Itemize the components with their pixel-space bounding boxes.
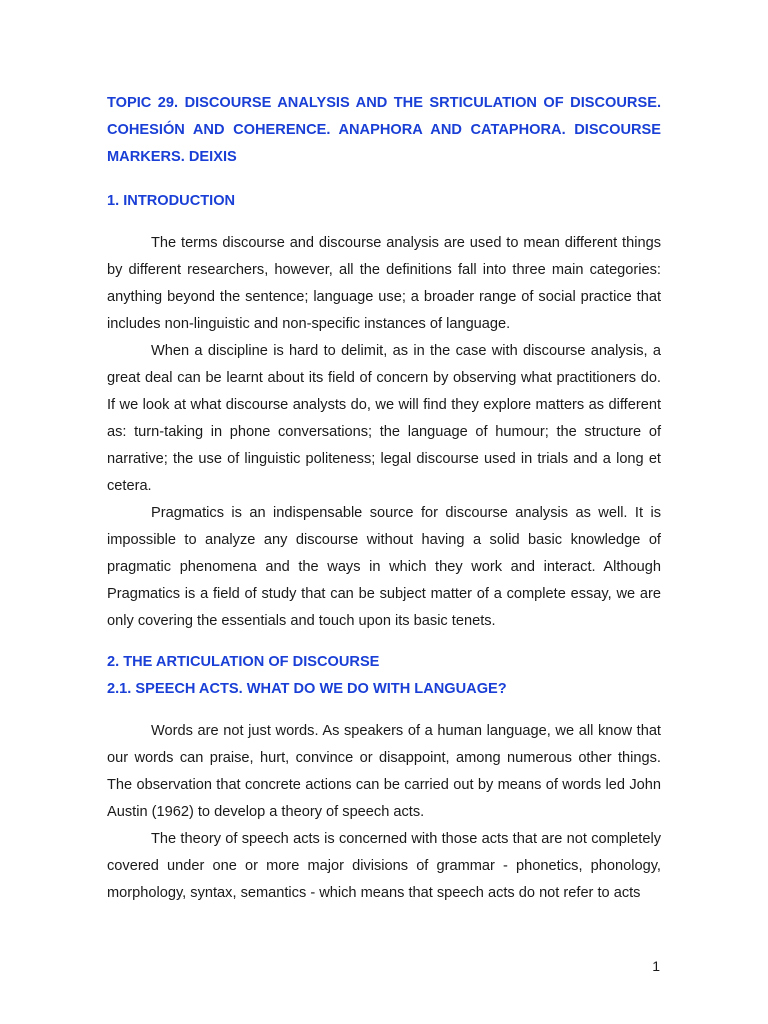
speech-acts-body (107, 718, 661, 907)
section-heading-introduction: 1. INTRODUCTION (107, 193, 236, 209)
introduction-body (107, 230, 661, 635)
page-number: 1 (652, 958, 660, 974)
paragraph: When a discipline is hard to delimit, as in the case with discourse analysis, a great deal can be learnt about its field of concern by observing what practitioners do. If we look at what discourse analysts do, we will find they explore matters as different as: turn-taking in phone conversations; the language of humour; the structure of narrative; the use of linguistic politeness; legal discourse used in trials and a long et cetera. (107, 343, 661, 494)
paragraph: The terms discourse and discourse analysis are used to mean different things by different researchers, however, all the definitions fall into three main categories: anything beyond the sentence; language use; a broader range of social practice that includes non-linguistic and non-specific instances of language. (107, 235, 661, 332)
section-heading-articulation: 2. THE ARTICULATION OF DISCOURSE (107, 654, 380, 670)
paragraph: Words are not just words. As speakers of a human language, we all know that our words can praise, hurt, convince or disappoint, among numerous other things. The observation that concrete actions can be carried out by means of words led John Austin (1962) to develop a theory of speech acts. (107, 723, 661, 820)
page-content (107, 90, 661, 921)
paragraph: The theory of speech acts is concerned with those acts that are not completely covered under one or more major divisions of grammar - phonetics, phonology, morphology, syntax, semantics - which means that speech acts do not refer to acts (107, 831, 661, 901)
topic-title: TOPIC 29. DISCOURSE ANALYSIS AND THE SRTICULATION OF DISCOURSE. COHESIÓN AND COHERENCE. ANAPHORA AND CATAPHORA. DISCOURSE MARKERS. DEIXIS (107, 95, 661, 165)
paragraph: Pragmatics is an indispensable source for discourse analysis as well. It is impossible to analyze any discourse without having a solid basic knowledge of pragmatic phenomena and the ways in which they work and interact. Although Pragmatics is a field of study that can be subject matter of a complete essay, we are only covering the essentials and touch upon its basic tenets. (107, 505, 661, 629)
subsection-heading-speech-acts: 2.1. SPEECH ACTS. WHAT DO WE DO WITH LANGUAGE? (107, 681, 507, 697)
